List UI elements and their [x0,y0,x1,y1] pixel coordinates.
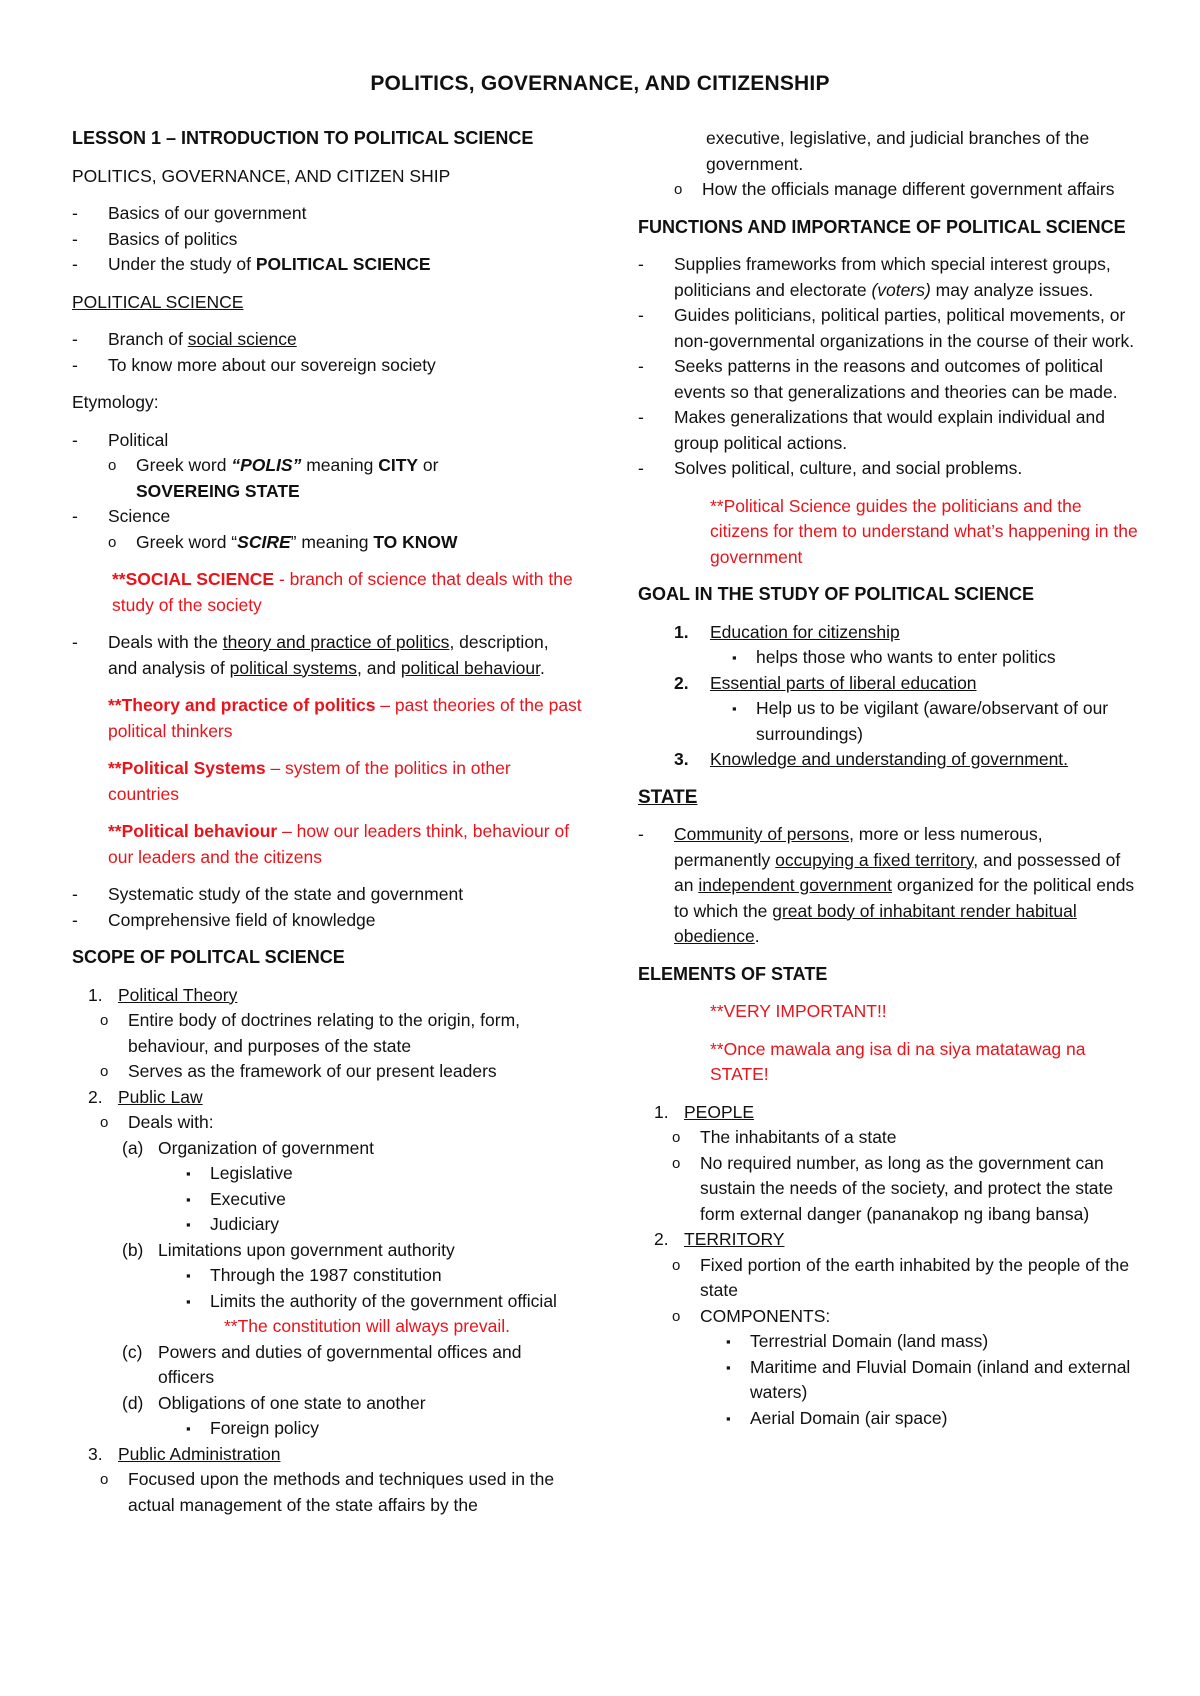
goal-list [638,620,1138,773]
deals-list [72,630,582,681]
social-science-note: **SOCIAL SCIENCE - branch of science that deals with the study of the society [112,569,573,615]
list-item: o Deals with: (a) Organization of government ▪ Legislative ▪ Executive ▪ Judiciary (b) Limitations upon government authority ▪ Through the 1987 constitution ▪ Limits the authority of the government official **The constitution will always prevail. (c) Powers and duties of governmental offices and officers (d) Obligations of one state to another ▪ Foreign policy [100,1110,582,1442]
list-item: - Supplies frameworks from which special interest groups, politicians and electorate (voters) may analyze issues. [638,252,1138,303]
list-item: 2. Essential parts of liberal education ▪ Help us to be vigilant (aware/observant of our surroundings) [638,671,1138,748]
systems-note: **Political Systems – system of the politics in other countries [108,758,511,804]
sub-list [100,1008,582,1085]
basics-list [72,201,582,278]
list-item: ▪ Help us to be vigilant (aware/observant of our surroundings) [732,696,1138,747]
list-item: o The inhabitants of a state [672,1125,1138,1151]
list-item: 1. Political Theory o Entire body of doctrines relating to the origin, form, behaviour, and purposes of the state o Serves as the framework of our present leaders [72,983,582,1085]
behaviour-note: **Political behaviour – how our leaders think, behaviour of our leaders and the citizens [108,821,570,867]
sub-list [100,1110,582,1442]
list-item: o Serves as the framework of our present leaders [100,1059,582,1085]
list-item: o Focused upon the methods and techniques used in the actual management of the state affairs by the [100,1467,582,1518]
list-item: o Fixed portion of the earth inhabited by the people of the state [672,1253,1138,1304]
list-item: - To know more about our sovereign society [72,353,582,379]
goal-heading: GOAL IN THE STUDY OF POLITICAL SCIENCE [638,584,1035,604]
list-item: ▪ Terrestrial Domain (land mass) [726,1329,1138,1355]
bullet-list [158,1161,582,1238]
scope-heading: SCOPE OF POLITCAL SCIENCE [72,947,345,967]
list-item: - Seeks patterns in the reasons and outcomes of political events so that generalizations and theories can be made. [638,354,1138,405]
list-item [72,453,582,504]
list-item: 2. Public Law o Deals with: (a) Organization of government ▪ Legislative ▪ Executive ▪ Judiciary (b) Limitations upon government authority ▪ Through the 1987 constitution ▪ Limits the authority of the government official **The constitution will always prevail. (c) Powers and duties of governmental offices and officers (d) Obligations of one state to another ▪ Foreign policy [72,1085,582,1442]
list-item: ▪ Through the 1987 constitution [186,1263,582,1289]
sub-list [72,453,582,504]
list-item [72,530,582,556]
list-item: - Systematic study of the state and government [72,882,582,908]
bullet-list [158,1263,582,1314]
sub-list [672,1125,1138,1227]
list-item: - Political [72,428,582,454]
ps-list [72,327,582,378]
elements-list [638,1100,1138,1432]
list-item: ▪ Limits the authority of the government official [186,1289,582,1315]
list-item: (d) Obligations of one state to another ▪ Foreign policy [122,1391,582,1442]
list-item: o Greek word “SCIRE” meaning TO KNOW [108,530,582,556]
continued-text: executive, legislative, and judicial branches of the government. [706,128,1090,174]
list-item: - Basics of our government [72,201,582,227]
list-item: - Guides politicians, political parties, political movements, or non-governmental organizations in the course of their work. [638,303,1138,354]
elements-heading: ELEMENTS OF STATE [638,963,828,984]
list-item: - Branch of social science [72,327,582,353]
list-item: - Makes generalizations that would explain individual and group political actions. [638,405,1138,456]
sub-list [72,530,582,556]
list-item: 3. Public Administration o Focused upon the methods and techniques used in the actual management of the state affairs by the [72,1442,582,1519]
list-item: o COMPONENTS: ▪ Terrestrial Domain (land mass) ▪ Maritime and Fluvial Domain (inland and external waters) ▪ Aerial Domain (air space) [672,1304,1138,1432]
lesson-heading: LESSON 1 – INTRODUCTION TO POLITICAL SCIENCE [72,128,534,148]
list-item: - Under the study of POLITICAL SCIENCE [72,252,582,278]
list-item: - Basics of politics [72,227,582,253]
list-item: 3. Knowledge and understanding of government. [674,749,1069,769]
list-item: - Deals with the theory and practice of politics, description, and analysis of political systems, and political behaviour. [72,630,582,681]
bullet-list [710,645,1138,671]
list-item: ▪ Maritime and Fluvial Domain (inland and external waters) [726,1355,1138,1406]
list-item: (b) Limitations upon government authority ▪ Through the 1987 constitution ▪ Limits the authority of the government official **The constitution will always prevail. [122,1238,582,1340]
list-item: ▪ helps those who wants to enter politics [732,645,1138,671]
sub-list [638,177,1138,203]
state-list [638,822,1138,950]
functions-heading: FUNCTIONS AND IMPORTANCE OF POLITICAL SCIENCE [638,216,1126,237]
list-item: ▪ Aerial Domain (air space) [726,1406,1138,1432]
list-item: - Science [72,504,582,530]
list-item: o No required number, as long as the government can sustain the needs of the society, and protect the state form external danger (pananakop ng ibang bansa) [672,1151,1138,1228]
etymology-label: Etymology: [72,392,159,412]
alpha-list [122,1136,582,1442]
scope-list [72,983,582,1519]
sub-list [672,1253,1138,1432]
theory-note: **Theory and practice of politics – past theories of the past political thinkers [108,695,582,741]
list-item: ▪ Judiciary [186,1212,582,1238]
study-list [72,882,582,933]
constitution-note: **The constitution will always prevail. [224,1316,510,1336]
list-item: (a) Organization of government ▪ Legislative ▪ Executive ▪ Judiciary [122,1136,582,1238]
etymology-list [72,428,582,556]
document-title: POLITICS, GOVERNANCE, AND CITIZENSHIP [370,72,830,95]
list-item: (c) Powers and duties of governmental offices and officers [122,1341,522,1387]
list-item: - Comprehensive field of knowledge [72,908,582,934]
state-heading: STATE [638,786,698,808]
functions-list [638,252,1138,482]
list-item: 2. TERRITORY o Fixed portion of the earth inhabited by the people of the state o COMPONENTS: ▪ Terrestrial Domain (land mass) ▪ Maritime and Fluvial Domain (inland and external waters) ▪ Aerial Domain (air space) [638,1227,1138,1431]
list-item: - Solves political, culture, and social problems. [638,456,1138,482]
bullet-list [700,1329,1138,1431]
political-science-note: **Political Science guides the politicians and the citizens for them to understand what’s happening in the government [710,495,1138,567]
list-item: o Greek word “POLIS” meaning CITY or SOVEREING STATE [108,453,582,504]
list-item: ▪ Legislative [186,1161,582,1187]
bullet-list [158,1416,582,1442]
once-mawala-note: **Once mawala ang isa di na siya matatawag na STATE! [710,1038,1086,1084]
political-science-heading: POLITICAL SCIENCE [72,291,244,312]
list-item: ▪ Foreign policy [186,1416,582,1442]
left-column [72,126,582,1518]
list-item: 1. Education for citizenship ▪ helps those who wants to enter politics [638,620,1138,671]
list-item: o How the officials manage different government affairs [674,177,1138,203]
right-column [638,126,1138,1431]
very-important-note: **VERY IMPORTANT!! [710,1001,887,1021]
list-item: - Community of persons, more or less numerous, permanently occupying a fixed territory, and possessed of an independent government organized for the political ends to which the great body of inhabitant render habitual obedience. [638,822,1138,950]
sub-list [100,1467,582,1518]
list-item: o Entire body of doctrines relating to the origin, form, behaviour, and purposes of the state [100,1008,582,1059]
subtitle: POLITICS, GOVERNANCE, AND CITIZEN SHIP [72,165,451,186]
bullet-list [710,696,1138,747]
list-item: 1. PEOPLE o The inhabitants of a state o No required number, as long as the government can sustain the needs of the society, and protect the state form external danger (pananakop ng ibang bansa) [638,1100,1138,1228]
list-item: ▪ Executive [186,1187,582,1213]
